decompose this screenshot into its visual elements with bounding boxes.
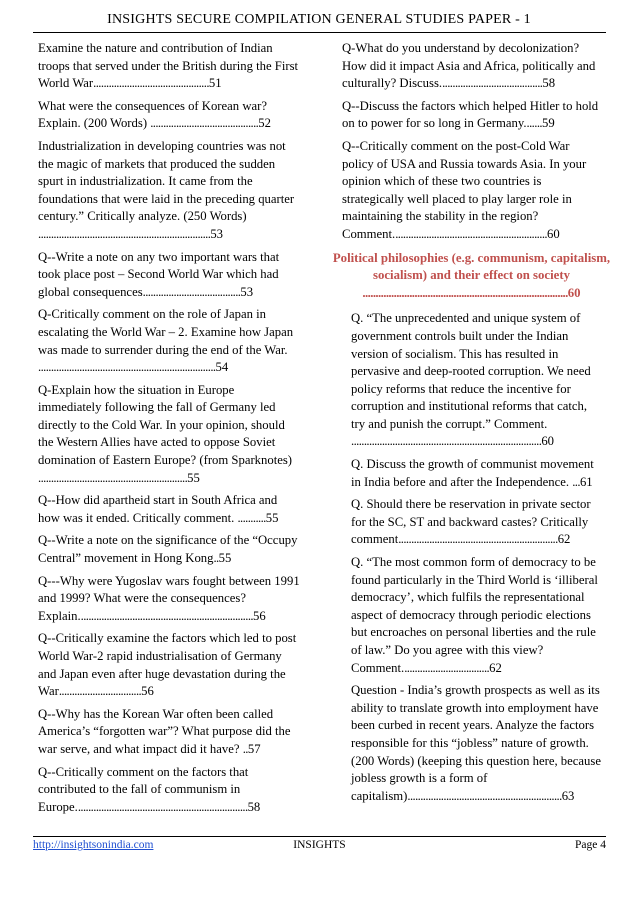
toc-page-number: 51 bbox=[208, 76, 222, 91]
toc-entry-text: Q--Why has the Korean War often been called America’s “forgotten war”? What purpose did the war serve, and what impact did it have? bbox=[38, 706, 291, 756]
toc-page-number: 62 bbox=[557, 532, 571, 547]
toc-entry[interactable] bbox=[38, 573, 300, 626]
toc-entry[interactable] bbox=[351, 310, 603, 451]
toc-page-number: 55 bbox=[187, 470, 200, 485]
toc-entry-text: Q--Write a note on any two important wars that took place post – Second World War which had global consequences bbox=[38, 249, 280, 299]
toc-entry-text: Q. “The unprecedented and unique system of government controls built under the Indian version of socialism. This has resulted in pervasive and deep-rooted corruption. We need policy reforms that reduce the incentive for corruption and institutional reforms that catch, try and punish the corrupt.” Comment. bbox=[351, 311, 591, 431]
toc-leader-dots: ............................................................................... bbox=[362, 285, 568, 300]
toc-leader-dots: ................................................................... bbox=[80, 608, 253, 623]
toc-entry[interactable] bbox=[38, 630, 300, 700]
toc-entry[interactable] bbox=[342, 98, 603, 133]
toc-page-number: 53 bbox=[210, 226, 224, 241]
toc-entry[interactable] bbox=[38, 532, 300, 567]
footer-divider bbox=[33, 836, 606, 837]
toc-leader-dots: ....................................... bbox=[442, 76, 543, 91]
toc-leader-dots: ........................................................... bbox=[395, 226, 547, 241]
toc-leader-dots: .. bbox=[242, 741, 248, 756]
footer-website-link[interactable]: http://insightsonindia.com bbox=[33, 839, 154, 851]
toc-entry-text: Q--Critically comment on the post-Cold War policy of USA and Russia towards Asia. In your opinion which of these two countries is strategically well placed to play larger role in maintaining the stability in the region? Comment. bbox=[342, 138, 587, 241]
toc-entry-text: Q---Why were Yugoslav wars fought between 1991 and 1999? What were the consequences? Explain. bbox=[38, 573, 300, 623]
toc-entry[interactable] bbox=[38, 138, 300, 244]
toc-page-number: 56 bbox=[252, 608, 266, 623]
toc-page-number: 56 bbox=[141, 684, 154, 699]
toc-page-number: 59 bbox=[541, 116, 555, 131]
header-divider bbox=[33, 32, 606, 33]
toc-page-number: 54 bbox=[215, 360, 229, 375]
toc-entry[interactable] bbox=[38, 706, 300, 759]
toc-page-number: 60 bbox=[567, 285, 581, 300]
toc-entry-text: Q-Explain how the situation in Europe immediately following the fall of Germany led directly to the Cold War. In your opinion, should the Western Allies have acted to oppose Soviet domination of Eastern Europe? (from Sparknotes) bbox=[38, 382, 293, 468]
toc-leader-dots: ........... bbox=[237, 510, 266, 525]
toc-page-number: 60 bbox=[546, 226, 560, 241]
toc-entry-text: Question - India’s growth prospects as well as its ability to translate growth into employment have been curbed in recent years. Analyze the factors responsible for this “jobless” nature of growth. (200 Words) (keeping this question here, because jobless growth is a form of capitalism) bbox=[351, 683, 601, 803]
toc-entry-text: What were the consequences of Korean war? Explain. (200 Words) bbox=[38, 98, 267, 131]
toc-entry[interactable] bbox=[351, 554, 603, 677]
toc-entry[interactable] bbox=[38, 764, 300, 817]
toc-right-column bbox=[332, 40, 611, 810]
toc-page-number: 52 bbox=[258, 116, 271, 131]
toc-leader-dots: ...... bbox=[526, 116, 542, 131]
toc-leader-dots: ............................................................ bbox=[407, 788, 562, 803]
toc-entry[interactable] bbox=[38, 98, 300, 133]
toc-entry-text: Q--How did apartheid start in South Africa and how was it ended. Critically comment. bbox=[38, 493, 278, 525]
toc-leader-dots: ..................................................................... bbox=[38, 360, 216, 375]
toc-entry[interactable] bbox=[342, 138, 603, 244]
toc-entry[interactable] bbox=[351, 682, 603, 805]
toc-leader-dots: ................................................................... bbox=[38, 226, 211, 241]
toc-entry[interactable] bbox=[38, 492, 300, 527]
page-header-title: INSIGHTS SECURE COMPILATION GENERAL STUDIES PAPER - 1 bbox=[107, 12, 531, 27]
toc-page-number: 62 bbox=[489, 660, 502, 675]
toc-entry-text: Q-Critically comment on the role of Japan in escalating the World War – 2. Examine how Japan was made to surrender during the end of the War. bbox=[38, 307, 294, 357]
toc-entry-text: Q--Write a note on the significance of the “Occupy Central” movement in Hong Kong bbox=[38, 533, 298, 566]
toc-entry[interactable] bbox=[38, 306, 300, 376]
toc-entry-text: Q. Should there be reservation in private sector for the SC, ST and backward castes? Critically comment bbox=[351, 497, 591, 547]
toc-leader-dots: .. bbox=[213, 551, 219, 566]
toc-left-column bbox=[38, 40, 300, 821]
toc-entry-text: Industrialization in developing countries was not the magic of markets that produced the sudden spurt in industrialization. It came from the foundations that were laid in the preceding quarter century.” Critically analyze. (250 Words) bbox=[38, 138, 295, 224]
toc-leader-dots: ... bbox=[572, 474, 580, 489]
toc-page-number: 58 bbox=[542, 76, 556, 91]
toc-entry[interactable] bbox=[38, 40, 300, 93]
toc-page-number: 60 bbox=[541, 434, 555, 449]
toc-entry-text: Q. “The most common form of democracy to be found particularly in the Third World is ‘illiberal democracy’, which fulfils the representational aspect of democracy through periodic elections but encroaches on personal liberties and the rule of law.” Do you agree with this view? Comment. bbox=[351, 555, 598, 675]
toc-entry[interactable] bbox=[38, 382, 300, 488]
toc-leader-dots: .................................................................. bbox=[77, 799, 248, 814]
toc-leader-dots: ...................................... bbox=[142, 284, 241, 299]
footer-page-number: Page 4 bbox=[575, 839, 606, 851]
toc-leader-dots: ............................................. bbox=[93, 76, 209, 91]
toc-leader-dots: .......................................................... bbox=[38, 470, 188, 485]
toc-entry[interactable] bbox=[351, 496, 603, 549]
toc-page-number: 55 bbox=[265, 510, 279, 525]
toc-entry-text: Q--Discuss the factors which helped Hitler to hold on to power for so long in Germany. bbox=[342, 98, 599, 131]
toc-section-heading[interactable] bbox=[330, 250, 613, 303]
toc-leader-dots: .............................................................. bbox=[398, 532, 558, 547]
toc-leader-dots: .......................................... bbox=[150, 116, 259, 131]
footer-brand: INSIGHTS bbox=[293, 839, 346, 851]
toc-page-number: 55 bbox=[218, 551, 232, 566]
toc-page-number: 58 bbox=[247, 799, 261, 814]
toc-entry[interactable] bbox=[342, 40, 603, 93]
toc-page-number: 57 bbox=[247, 741, 261, 756]
toc-page-number: 61 bbox=[579, 474, 593, 489]
toc-entry[interactable] bbox=[38, 249, 300, 302]
toc-entry-text: Q. Discuss the growth of communist movement in India before and after the Independence. bbox=[351, 457, 594, 489]
section-heading-text: Political philosophies (e.g. communism, capitalism, socialism) and their effect on society bbox=[332, 250, 611, 283]
toc-leader-dots: .......................................................................... bbox=[351, 434, 542, 449]
toc-entry-text: Q--Critically examine the factors which led to post World War-2 rapid industrialisation of Germany and Japan even after huge devastation during the War bbox=[38, 631, 297, 699]
toc-entry[interactable] bbox=[351, 456, 603, 491]
toc-leader-dots: ................................ bbox=[58, 684, 142, 699]
toc-entry-text: Examine the nature and contribution of Indian troops that served under the British during the First World War bbox=[38, 41, 299, 91]
toc-entry-text: Q--Critically comment on the factors that contributed to the fall of communism in Europe. bbox=[38, 764, 249, 814]
toc-page-number: 53 bbox=[240, 284, 254, 299]
toc-page-number: 63 bbox=[561, 788, 575, 803]
toc-leader-dots: ................................. bbox=[404, 660, 490, 675]
toc-entry-text: Q-What do you understand by decolonization? How did it impact Asia and Africa, politically and culturally? Discuss. bbox=[342, 41, 596, 91]
